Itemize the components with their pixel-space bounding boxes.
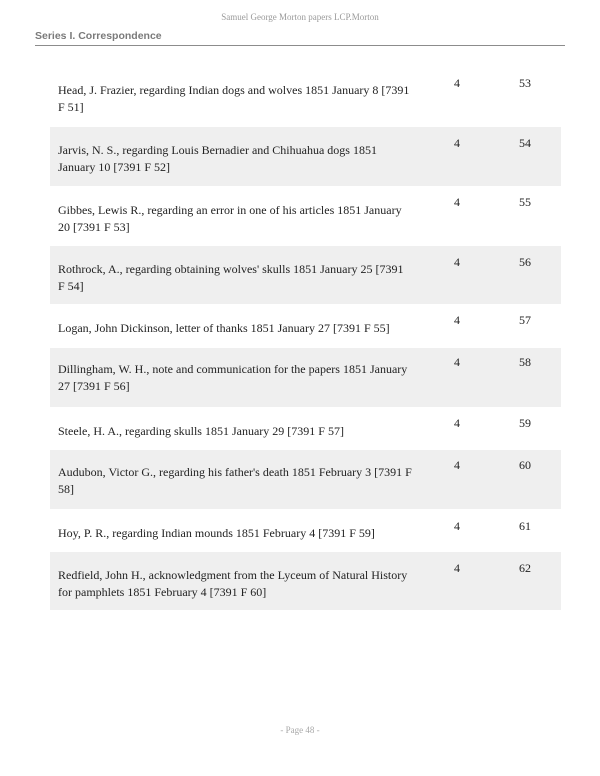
item-description: Steele, H. A., regarding skulls 1851 January 29 [7391 F 57] bbox=[58, 424, 344, 438]
container-list-table bbox=[50, 65, 561, 610]
item-description: Gibbes, Lewis R., regarding an error in one of his articles 1851 January 20 [7391 F 53] bbox=[58, 203, 402, 234]
table-row bbox=[50, 127, 561, 186]
box-number: 4 bbox=[454, 313, 460, 327]
table-row bbox=[50, 450, 561, 509]
item-description: Audubon, Victor G., regarding his father's death 1851 February 3 [7391 F 58] bbox=[58, 465, 412, 496]
folder-number: 59 bbox=[519, 416, 531, 430]
item-description: Jarvis, N. S., regarding Louis Bernadier and Chihuahua dogs 1851 January 10 [7391 F 52] bbox=[58, 143, 377, 174]
box-number: 4 bbox=[454, 458, 460, 472]
item-description: Hoy, P. R., regarding Indian mounds 1851 February 4 [7391 F 59] bbox=[58, 526, 375, 540]
folder-number: 55 bbox=[519, 195, 531, 209]
table-row bbox=[50, 304, 561, 348]
box-number: 4 bbox=[454, 355, 460, 369]
box-number: 4 bbox=[454, 519, 460, 533]
running-head: Samuel George Morton papers LCP.Morton bbox=[221, 12, 379, 22]
box-number: 4 bbox=[454, 255, 460, 269]
table-row bbox=[50, 246, 561, 304]
folder-number: 56 bbox=[519, 255, 531, 269]
box-number: 4 bbox=[454, 76, 460, 90]
box-number: 4 bbox=[454, 561, 460, 575]
item-description: Logan, John Dickinson, letter of thanks 1851 January 27 [7391 F 55] bbox=[58, 321, 390, 335]
folder-number: 60 bbox=[519, 458, 531, 472]
folder-number: 57 bbox=[519, 313, 531, 327]
item-description: Dillingham, W. H., note and communication for the papers 1851 January 27 [7391 F 56] bbox=[58, 362, 408, 393]
folder-number: 58 bbox=[519, 355, 531, 369]
table-row bbox=[50, 348, 561, 407]
table-row bbox=[50, 186, 561, 246]
box-number: 4 bbox=[454, 416, 460, 430]
item-description: Redfield, John H., acknowledgment from the Lyceum of Natural History for pamphlets 1851 February 4 [7391 F 60] bbox=[58, 568, 408, 599]
folder-number: 54 bbox=[519, 136, 531, 150]
table-row bbox=[50, 509, 561, 552]
table-row bbox=[50, 552, 561, 610]
box-number: 4 bbox=[454, 195, 460, 209]
table-row bbox=[50, 65, 561, 127]
folder-number: 53 bbox=[519, 76, 531, 90]
table-row bbox=[50, 407, 561, 450]
folder-number: 62 bbox=[519, 561, 531, 575]
item-description: Rothrock, A., regarding obtaining wolves' skulls 1851 January 25 [7391 F 54] bbox=[58, 262, 404, 293]
page-number: - Page 48 - bbox=[280, 725, 320, 735]
folder-number: 61 bbox=[519, 519, 531, 533]
box-number: 4 bbox=[454, 136, 460, 150]
series-divider bbox=[35, 45, 565, 46]
item-description: Head, J. Frazier, regarding Indian dogs and wolves 1851 January 8 [7391 F 51] bbox=[58, 83, 410, 114]
series-title: Series I. Correspondence bbox=[35, 30, 162, 42]
